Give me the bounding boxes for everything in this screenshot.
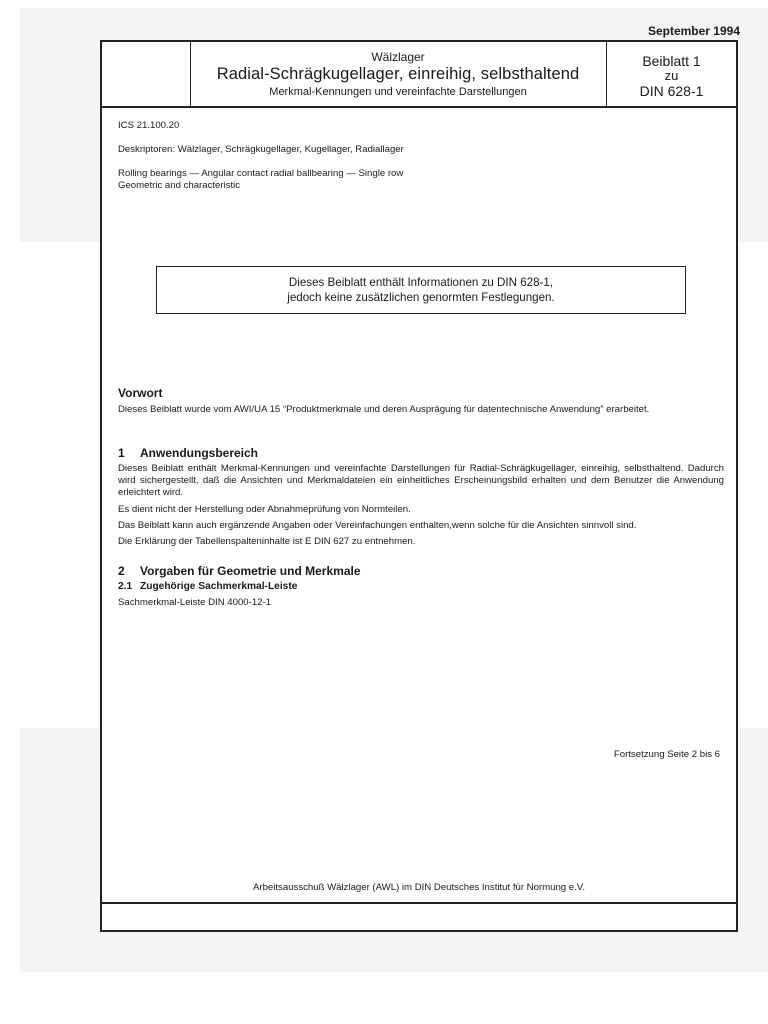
section-1-number: 1 [118,446,125,460]
english-title-line-2: Geometric and characteristic [118,180,241,191]
document-frame [100,40,738,932]
foreword-text: Dieses Beiblatt wurde vom AWI/UA 15 “Produktmerkmale und deren Ausprägung für datentechnische Anwendung” erarbeitet. [118,404,650,415]
continuation-note: Fortsetzung Seite 2 bis 6 [613,749,720,760]
subsection-2-1-title: Zugehörige Sachmerkmal-Leiste [140,581,298,592]
section-2-number: 2 [118,564,125,578]
subsection-2-1-number: 2.1 [118,581,133,592]
reference-line-3: DIN 628-1 [639,83,704,99]
section-2-heading [118,564,361,578]
information-notice-box [156,266,686,314]
subsection-2-1-text: Sachmerkmal-Leiste DIN 4000-12-1 [118,597,272,608]
section-1-heading [118,446,258,460]
descriptors: Deskriptoren: Wälzlager, Schrägkugellager, Kugellager, Radiallager [118,144,404,155]
section-1-paragraph-3: Das Beiblatt kann auch ergänzende Angaben oder Vereinfachungen enthalten,wenn solche für die Ansichten sinnvoll sind. [118,520,637,531]
subsection-2-1-heading [118,581,297,592]
committee-footer: Arbeitsausschuß Wälzlager (AWL) im DIN Deutsches Institut für Normung e.V. [253,882,585,893]
reference-line-2: zu [664,68,679,83]
title-block [102,42,736,108]
publication-date: September 1994 [647,24,740,38]
section-1-paragraph-4: Die Erklärung der Tabellenspalteninhalte ist E DIN 627 zu entnehmen. [118,536,416,547]
title-block-center [190,42,606,106]
notice-line-1: Dieses Beiblatt enthält Informationen zu DIN 628-1, [288,276,554,289]
section-1-paragraph-2: Es dient nicht der Herstellung oder Abnahmeprüfung von Normteilen. [118,504,411,515]
section-1-title: Anwendungsbereich [140,446,259,460]
notice-line-2: jedoch keine zusätzlichen genormten Festlegungen. [287,291,555,304]
document-subtitle: Merkmal-Kennungen und vereinfachte Darstellungen [269,86,527,98]
document-pretitle: Wälzlager [371,50,425,64]
document-title: Radial-Schrägkugellager, einreihig, selbsthaltend [216,65,580,83]
section-1-paragraph-1: Dieses Beiblatt enthält Merkmal-Kennungen und vereinfachte Darstellungen für Radial-Schrägkugellager, einreihig, selbsthaltend. Dadurch wird sichergestellt, daß die Ansichten und Merkmaldateien ein einheitliches Erscheinungsbild erhalten und dem Benutzer die Anwendung erleichtert wird. [118,463,724,499]
reference-line-1: Beiblatt 1 [642,53,701,69]
section-2-title: Vorgaben für Geometrie und Merkmale [140,564,361,578]
standard-reference [606,42,736,106]
english-title-line-1: Rolling bearings — Angular contact radial ballbearing — Single row [118,168,404,179]
ics-code: ICS 21.100.20 [118,120,180,131]
foreword-heading: Vorwort [118,386,163,400]
title-block-empty-cell [102,42,191,106]
footer-divider [102,902,736,904]
